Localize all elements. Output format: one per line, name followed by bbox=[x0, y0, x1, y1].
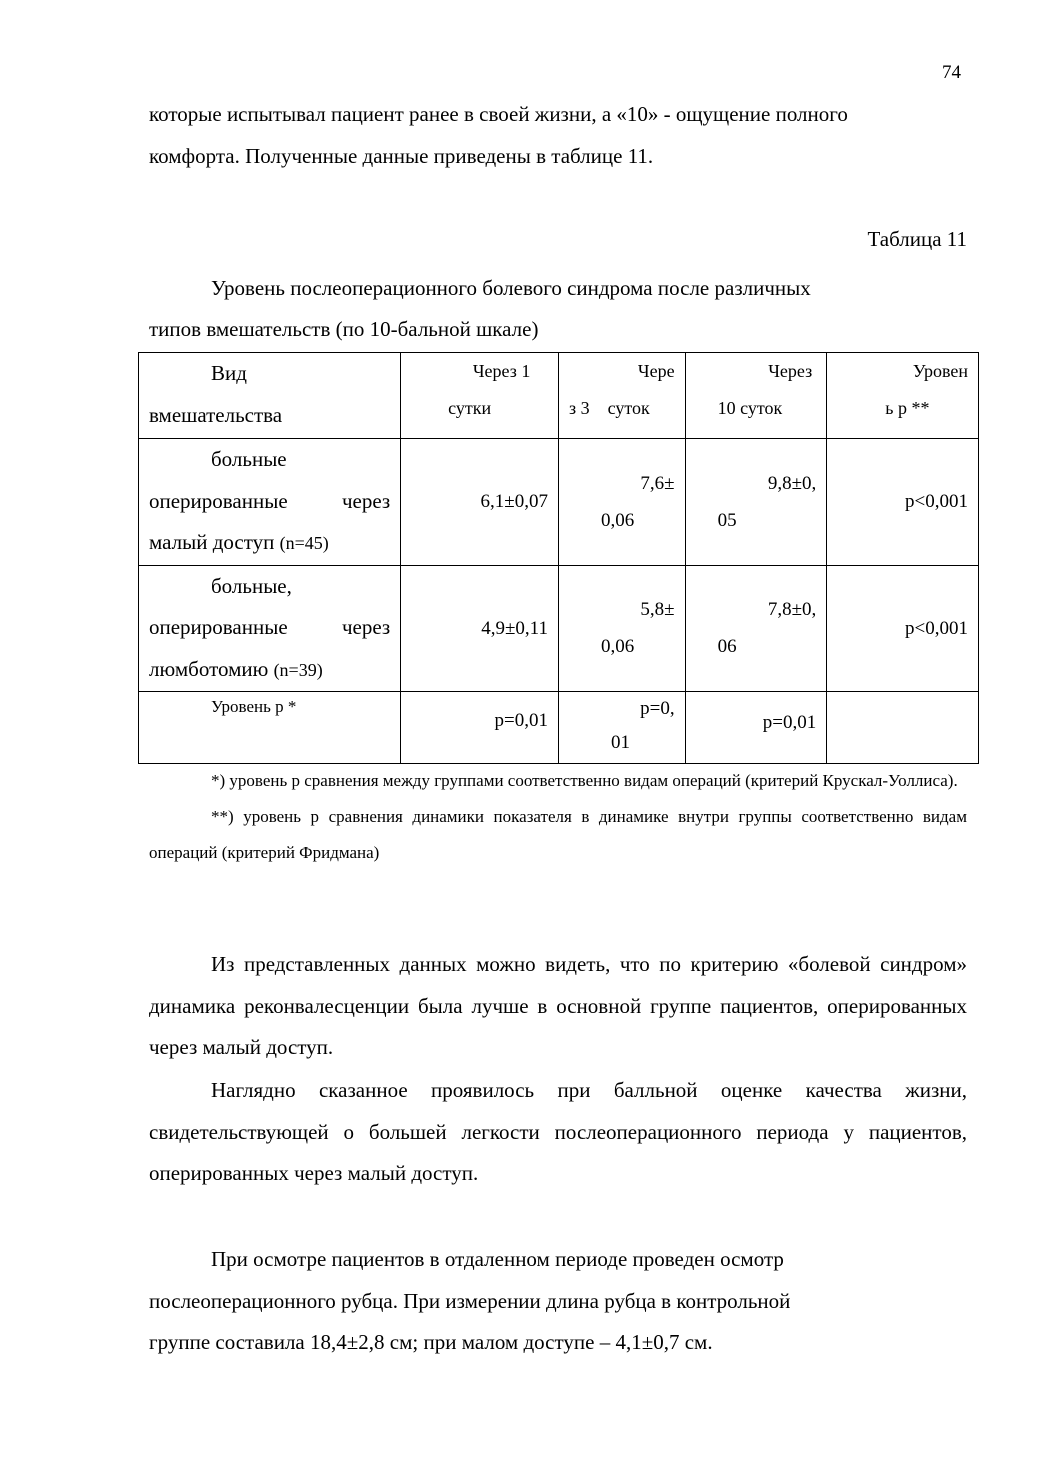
cell-p bbox=[827, 692, 979, 764]
table-caption bbox=[149, 268, 967, 350]
cell-p: p<0,001 bbox=[827, 565, 979, 692]
cell-day10: 7,8±0, 06 bbox=[685, 565, 827, 692]
table-notes bbox=[149, 763, 967, 871]
row-name-p-level: Уровень р * bbox=[139, 692, 401, 764]
header-day10: Через 10 суток bbox=[685, 353, 827, 439]
table-row bbox=[139, 439, 979, 566]
paragraph-3-line-3: группе составила 18,4±2,8 см; при малом доступе – 4,1±0,7 см. bbox=[149, 1330, 713, 1354]
header-day3: Чере з 3 суток bbox=[558, 353, 685, 439]
paragraph-3-line-1: При осмотре пациентов в отдаленном периоде проведен осмотр bbox=[211, 1247, 784, 1271]
cell-day1: 4,9±0,11 bbox=[401, 565, 559, 692]
header-p-level: Уровен ь р ** bbox=[827, 353, 979, 439]
table-label: Таблица 11 bbox=[867, 227, 967, 251]
row-name-lumbotomy: больные, оперированные через люмботомию (n=39) bbox=[139, 565, 401, 692]
cell-day3: p=0, 01 bbox=[558, 692, 685, 764]
cell-day1: p=0,01 bbox=[401, 692, 559, 764]
intro-paragraph bbox=[149, 94, 967, 177]
cell-day10: p=0,01 bbox=[685, 692, 827, 764]
cell-day3: 7,6± 0,06 bbox=[558, 439, 685, 566]
table-row-p-level bbox=[139, 692, 979, 764]
table-header-row bbox=[139, 353, 979, 439]
paragraph-3-line-2: послеоперационного рубца. При измерении длина рубца в контрольной bbox=[149, 1288, 791, 1313]
page-number: 74 bbox=[942, 62, 961, 83]
cell-day1: 6,1±0,07 bbox=[401, 439, 559, 566]
intro-line-2: комфорта. Полученные данные приведены в таблице 11. bbox=[149, 143, 654, 168]
table-caption-line-1: Уровень послеоперационного болевого синдрома после различных bbox=[211, 276, 811, 300]
paragraph-3 bbox=[149, 1239, 967, 1364]
cell-day10: 9,8±0, 05 bbox=[685, 439, 827, 566]
cell-p: p<0,001 bbox=[827, 439, 979, 566]
header-intervention: Вид вмешательства bbox=[139, 353, 401, 439]
table-row bbox=[139, 565, 979, 692]
pain-table bbox=[138, 352, 979, 764]
table-caption-line-2: типов вмешательств (по 10-бальной шкале) bbox=[149, 317, 539, 341]
header-day1: Через 1 сутки bbox=[401, 353, 559, 439]
note-2: **) уровень р сравнения динамики показателя в динамике внутри группы соответственно видам операций (критерий Фридмана) bbox=[149, 807, 967, 862]
note-1: *) уровень р сравнения между группами соответственно видам операций (критерий Крускал-Уоллиса). bbox=[211, 771, 958, 790]
intro-line-1: которые испытывал пациент ранее в своей жизни, а «10» - ощущение полного bbox=[149, 102, 848, 126]
row-name-small-access: больные оперированные через малый доступ (n=45) bbox=[139, 439, 401, 566]
cell-day3: 5,8± 0,06 bbox=[558, 565, 685, 692]
paragraph-1: Из представленных данных можно видеть, что по критерию «болевой синдром» динамика реконвалесценции была лучше в основной группе пациентов, оперированных через малый доступ. bbox=[149, 952, 967, 1059]
paragraph-2: Наглядно сказанное проявилось при балльной оценке качества жизни, свидетельствующей о большей легкости послеоперационного периода у пациентов, оперированных через малый доступ. bbox=[149, 1078, 967, 1185]
